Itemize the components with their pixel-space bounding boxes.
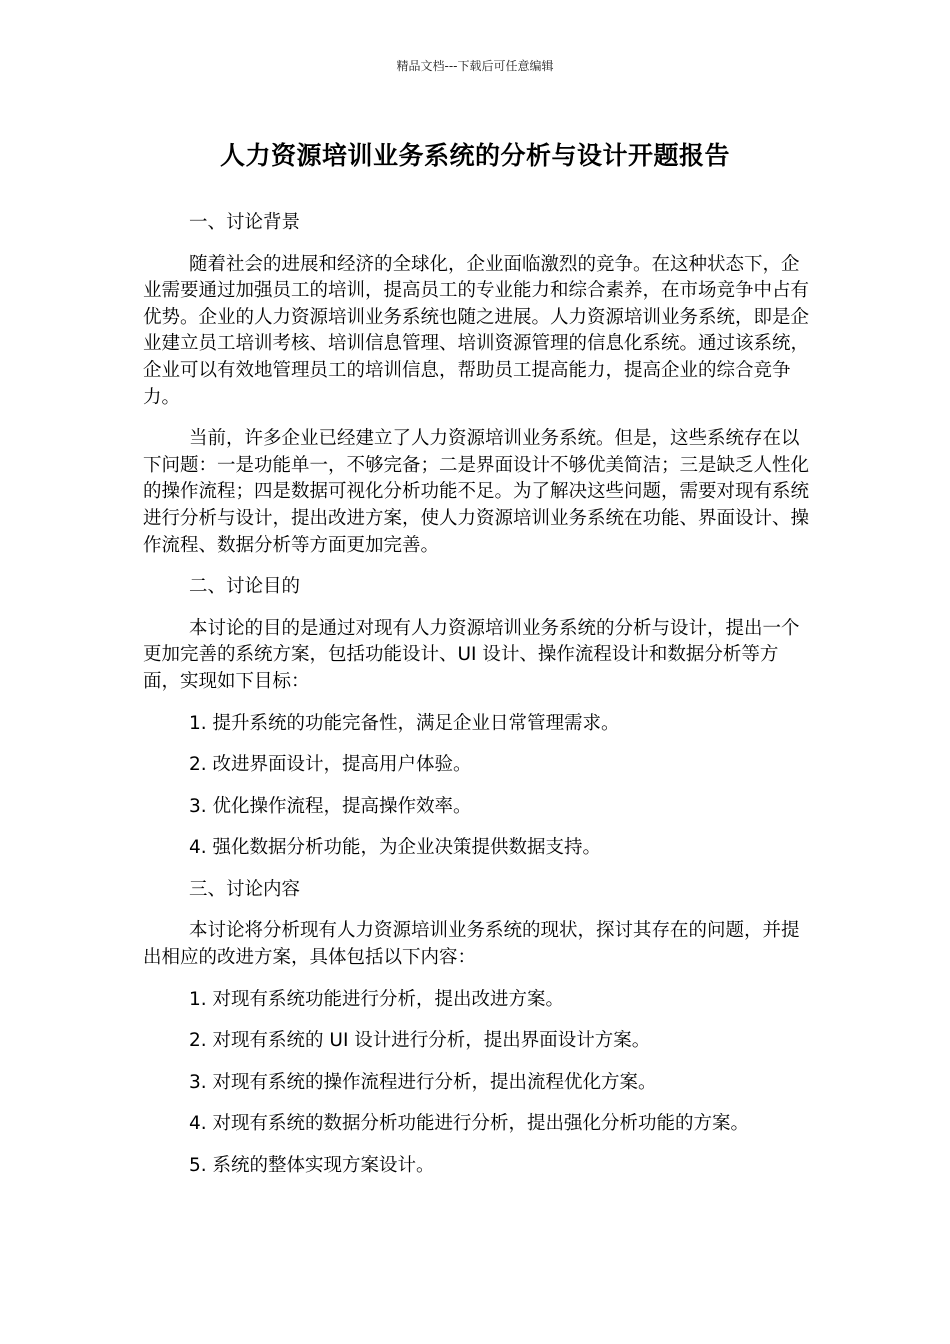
purpose-list-item: 4. 强化数据分析功能，为企业决策提供数据支持。 — [189, 837, 602, 859]
background-paragraph-1: 随着社会的进展和经济的全球化，企业面临激烈的竞争。在这种状态下，企业需要通过加强员工的培训，提高员工的专业能力和综合素养，在市场竞争中占有优势。企业的人力资源培训业务系统也随之进展。人力资源培训业务系统，即是企业建立员工培训考核、培训信息管理、培训资源管理的信息化系统。通过该系统，企业可以有效地管理员工的培训信息，帮助员工提高能力，提高企业的综合竞争力。 — [143, 253, 810, 408]
content-list-item: 1. 对现有系统功能进行分析，提出改进方案。 — [189, 988, 565, 1010]
content-list-item: 3. 对现有系统的操作流程进行分析，提出流程优化方案。 — [189, 1071, 657, 1093]
section-heading-content: 三、讨论内容 — [189, 878, 301, 900]
background-paragraph-2: 当前，许多企业已经建立了人力资源培训业务系统。但是，这些系统存在以下问题：一是功能单一，不够完备；二是界面设计不够优美简洁；三是缺乏人性化的操作流程；四是数据可视化分析功能不足。为了解决这些问题，需要对现有系统进行分析与设计，提出改进方案，使人力资源培训业务系统在功能、界面设计、操作流程、数据分析等方面更加完善。 — [143, 428, 810, 556]
content-paragraph: 本讨论将分析现有人力资源培训业务系统的现状，探讨其存在的问题，并提出相应的改进方案，具体包括以下内容： — [143, 920, 800, 969]
content-list-item: 4. 对现有系统的数据分析功能进行分析，提出强化分析功能的方案。 — [189, 1113, 750, 1135]
purpose-list-item: 1. 提升系统的功能完备性，满足企业日常管理需求。 — [189, 712, 620, 734]
section-heading-background: 一、讨论背景 — [189, 212, 301, 233]
page-header-note: 精品文档---下载后可任意编辑 — [396, 59, 554, 73]
content-list-item: 5. 系统的整体实现方案设计。 — [189, 1155, 435, 1177]
purpose-list-item: 3. 优化操作流程，提高操作效率。 — [189, 795, 472, 817]
document-body — [143, 210, 813, 1195]
purpose-paragraph: 本讨论的目的是通过对现有人力资源培训业务系统的分析与设计，提出一个更加完善的系统方案，包括功能设计、UI 设计、操作流程设计和数据分析等方面，实现如下目标： — [143, 617, 800, 692]
purpose-list-item: 2. 改进界面设计，提高用户体验。 — [189, 754, 472, 776]
content-list-item: 2. 对现有系统的 UI 设计进行分析，提出界面设计方案。 — [189, 1030, 651, 1052]
document-title: 人力资源培训业务系统的分析与设计开题报告 — [219, 141, 730, 170]
section-heading-purpose: 二、讨论目的 — [189, 576, 301, 598]
